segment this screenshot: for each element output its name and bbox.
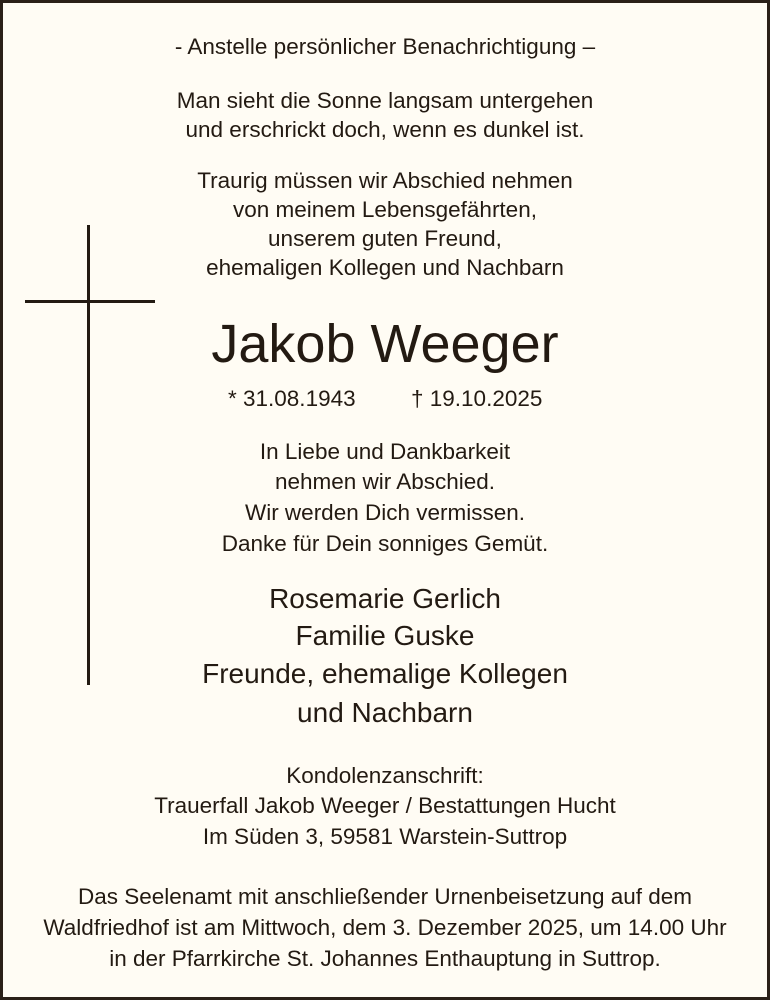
condolence-line: Im Süden 3, 59581 Warstein-Suttrop xyxy=(202,824,568,849)
verse-line: Man sieht die Sonne langsam untergehen xyxy=(176,88,594,113)
intro-line: Traurig müssen wir Abschied nehmen xyxy=(197,168,573,193)
cross-icon-bar xyxy=(25,300,155,303)
death-date: † 19.10.2025 xyxy=(411,386,543,411)
condolence-line: Kondolenzanschrift: xyxy=(286,763,484,788)
farewell-line: Danke für Dein sonniges Gemüt. xyxy=(221,531,549,556)
service-line: in der Pfarrkirche St. Johannes Enthauptung in Suttrop. xyxy=(109,946,661,971)
birth-date: * 31.08.1943 xyxy=(228,386,356,411)
header-line: - Anstelle persönlicher Benachrichtigung – xyxy=(174,34,596,59)
intro-line: ehemaligen Kollegen und Nachbarn xyxy=(206,255,564,280)
verse-line: und erschrickt doch, wenn es dunkel ist. xyxy=(185,117,585,142)
mourner-line: Familie Guske xyxy=(295,620,475,651)
service-line: Das Seelenamt mit anschließender Urnenbeisetzung auf dem xyxy=(77,884,693,909)
intro-line: unserem guten Freund, xyxy=(268,226,502,251)
condolence-line: Trauerfall Jakob Weeger / Bestattungen Hucht xyxy=(154,793,616,818)
deceased-name: Jakob Weeger xyxy=(211,314,559,374)
intro-line: von meinem Lebensgefährten, xyxy=(233,197,537,222)
farewell-line: In Liebe und Dankbarkeit xyxy=(259,439,511,464)
farewell-line: nehmen wir Abschied. xyxy=(274,469,496,494)
mourner-line: Freunde, ehemalige Kollegen xyxy=(202,658,568,689)
mourner-line: und Nachbarn xyxy=(297,697,473,728)
farewell-line: Wir werden Dich vermissen. xyxy=(244,500,526,525)
service-line: Waldfriedhof ist am Mittwoch, dem 3. Dezember 2025, um 14.00 Uhr xyxy=(43,915,727,940)
mourner-line: Rosemarie Gerlich xyxy=(269,583,501,614)
